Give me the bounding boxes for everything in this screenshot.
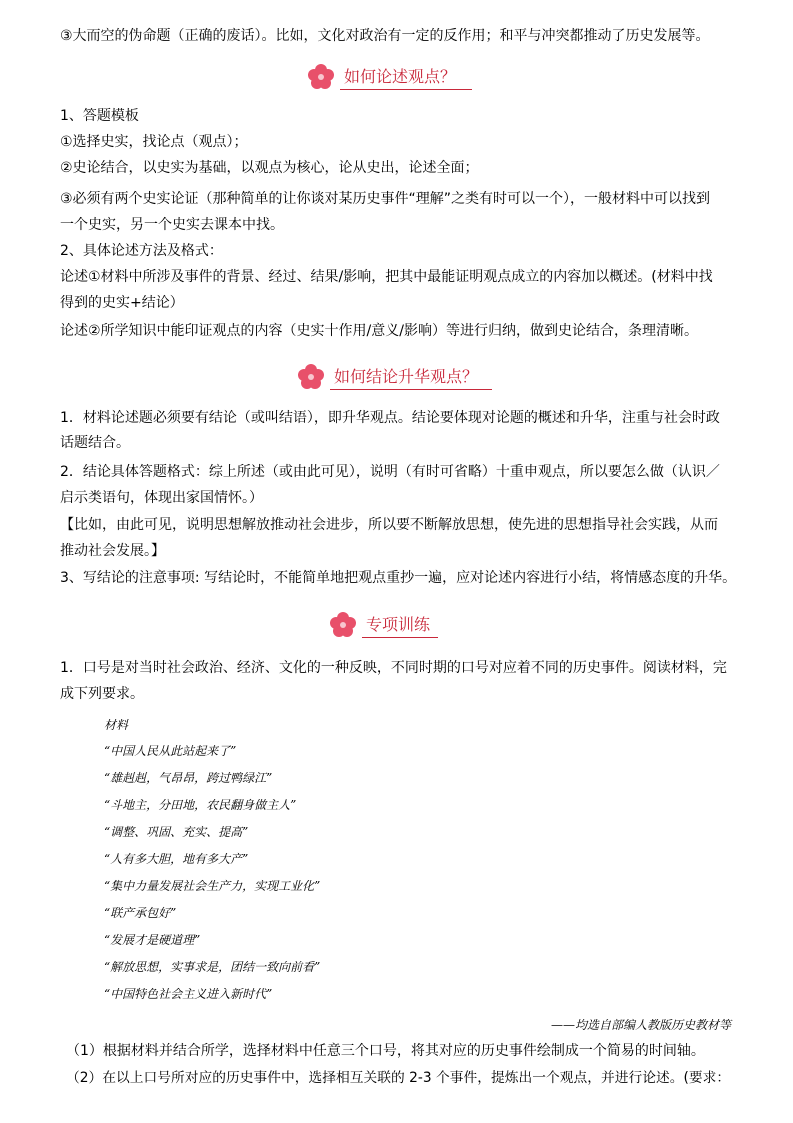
- slogan-quote: “调整、巩固、充实、提高”: [104, 825, 249, 839]
- text-line: ①选择史实，找论点（观点）；: [60, 134, 248, 150]
- material-label: 材料: [104, 718, 129, 732]
- text-line: ②史论结合，以史实为基础，以观点为核心，论从史出，论述全面；: [60, 160, 479, 176]
- text-line: 3、写结论的注意事项: 写结论时，不能简单地把观点重抄一遍，应对论述内容进行小结，将情感态度的升华。: [60, 570, 737, 586]
- sub-question: （2）在以上口号所对应的历史事件中，选择相互关联的 2-3 个事件，提炼出一个观点，并进行论述。(要求：: [66, 1070, 731, 1086]
- slogan-quote: “联产承包好”: [104, 906, 177, 920]
- flower-icon: [306, 62, 336, 92]
- sub-question: （1）根据材料并结合所学，选择材料中任意三个口号，将其对应的历史事件绘制成一个简易的时间轴。: [66, 1043, 705, 1059]
- material-source: ——均选自部编人教版历史教材等: [550, 1018, 731, 1032]
- intro-line: ③大而空的伪命题（正确的废话）。比如，文化对政治有一定的反作用；和平与冲突都推动了历史发展等。: [60, 28, 710, 44]
- text-line: 推动社会发展。】: [60, 543, 165, 559]
- flower-icon: [296, 362, 326, 392]
- text-line: 论述①材料中所涉及事件的背景、经过、结果/影响，把其中最能证明观点成立的内容加以概述。(材料中找: [60, 269, 713, 285]
- title-underline: [340, 89, 472, 90]
- flower-icon: [328, 610, 358, 640]
- text-line: 话题结合。: [60, 435, 130, 451]
- title-underline: [330, 389, 492, 390]
- slogan-quote: “解放思想，实事求是，团结一致向前看”: [104, 960, 321, 974]
- text-line: 2．结论具体答题格式：综上所述（或由此可见），说明（有时可省略）十重申观点，所以要怎么做（认识／: [60, 464, 720, 480]
- section-heading-training: [328, 610, 448, 640]
- slogan-quote: “中国人民从此站起来了”: [104, 744, 237, 758]
- text-line: 启示类语句，体现出家国情怀。）: [60, 490, 263, 506]
- slogan-quote: “斗地主，分田地，农民翻身做主人”: [104, 798, 297, 812]
- text-line: 论述②所学知识中能印证观点的内容（史实十作用/意义/影响）等进行归纳，做到史论结合，条理清晰。: [60, 323, 698, 339]
- slogan-quote: “中国特色社会主义进入新时代”: [104, 987, 273, 1001]
- section-heading-conclusion: [296, 362, 496, 392]
- text-line: ③必须有两个史实论证（那种简单的让你谈对某历史事件“理解”之类有时可以一个），一般材料中可以找到: [60, 191, 711, 207]
- section-title: 如何论述观点？: [344, 67, 457, 86]
- text-line: 2、具体论述方法及格式：: [60, 243, 223, 259]
- text-line: 得到的史实+结论）: [60, 295, 184, 311]
- text-line: 1、答题模板: [60, 108, 139, 124]
- text-line: 一个史实，另一个史实去课本中找。: [60, 217, 284, 233]
- text-line: 1．材料论述题必须要有结论（或叫结语），即升华观点。结论要体现对论题的概述和升华，注重与社会时政: [60, 410, 720, 426]
- title-underline: [362, 637, 438, 638]
- section-title: 专项训练: [366, 615, 431, 634]
- question-line: 1．口号是对当时社会政治、经济、文化的一种反映，不同时期的口号对应着不同的历史事件。阅读材料，完: [60, 660, 727, 676]
- text-line: 【比如，由此可见，说明思想解放推动社会进步，所以要不断解放思想，使先进的思想指导社会实践，从而: [60, 517, 718, 533]
- section-title: 如何结论升华观点？: [334, 367, 479, 386]
- slogan-quote: “人有多大胆，地有多大产”: [104, 852, 249, 866]
- section-heading-argument: [306, 62, 476, 92]
- question-line: 成下列要求。: [60, 686, 144, 702]
- slogan-quote: “雄赳赳，气昂昂，跨过鸭绿江”: [104, 771, 273, 785]
- slogan-quote: “集中力量发展社会生产力，实现工业化”: [104, 879, 321, 893]
- slogan-quote: “发展才是硬道理”: [104, 933, 201, 947]
